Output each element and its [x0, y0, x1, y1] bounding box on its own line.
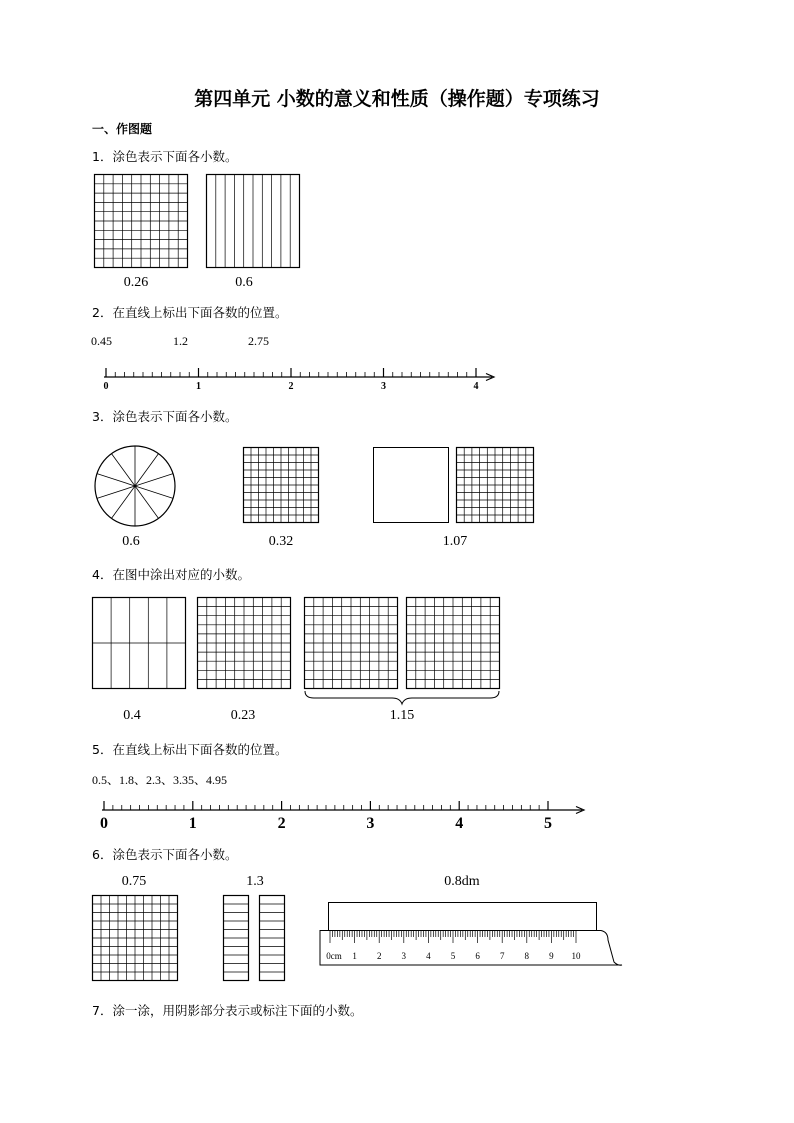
q3-label-0: 0.6: [122, 534, 140, 549]
q4-label-0: 0.4: [123, 708, 141, 723]
q3-label-1: 0.32: [268, 534, 294, 549]
q4-grid-100-b[interactable]: [406, 597, 500, 689]
q3-square-whole[interactable]: [373, 447, 449, 523]
q4-brace: [304, 690, 500, 706]
section-heading: 一、作图题: [92, 122, 153, 136]
q6-strip-a[interactable]: [223, 895, 249, 981]
tick-label-2: 2: [288, 381, 294, 392]
q4-label-2: 1.15: [389, 708, 415, 723]
question-6: 6．涂色表示下面各小数。: [92, 847, 238, 862]
ruler-label-1: 1: [352, 951, 357, 961]
q3-circle-10[interactable]: [93, 444, 177, 528]
q5-numbers: 0.5、1.8、2.3、3.35、4.95: [92, 773, 228, 787]
q6-label-0: 0.75: [121, 874, 147, 889]
q6-ruler[interactable]: [318, 902, 628, 968]
q3-grid-100[interactable]: [243, 447, 319, 523]
q1-label-0: 0.26: [123, 275, 149, 290]
q6-label-1: 1.3: [246, 874, 264, 889]
page-title: 第四单元 小数的意义和性质（操作题）专项练习: [194, 88, 600, 110]
tick-label-4: 4: [455, 815, 464, 832]
ruler-label-9: 9: [549, 951, 554, 961]
question-3: 3．涂色表示下面各小数。: [92, 409, 238, 424]
question-5: 5．在直线上标出下面各数的位置。: [92, 742, 288, 757]
ruler-label-7: 7: [499, 951, 505, 961]
question-1: 1．涂色表示下面各小数。: [92, 149, 238, 164]
ruler-label-6: 6: [475, 951, 480, 961]
q2-number-0: 0.45: [91, 334, 112, 348]
tick-label-3: 3: [366, 815, 375, 832]
ruler-label-5: 5: [450, 951, 456, 961]
ruler-label-10: 10: [571, 951, 581, 961]
question-7: 7．涂一涂，用阴影部分表示或标注下面的小数。: [92, 1003, 363, 1018]
q3-label-2: 1.07: [442, 534, 468, 549]
q3-grid-100-b[interactable]: [456, 447, 534, 523]
ruler-label-0cm: 0cm: [326, 951, 342, 961]
question-2: 2．在直线上标出下面各数的位置。: [92, 305, 288, 320]
q2-number-2: 2.75: [248, 334, 269, 348]
q6-strip-b[interactable]: [259, 895, 285, 981]
ruler-label-4: 4: [426, 951, 431, 961]
ruler-label-2: 2: [376, 951, 382, 961]
tick-label-5: 5: [544, 815, 552, 832]
tick-label-4: 4: [473, 381, 479, 392]
q4-rect-10[interactable]: [92, 597, 186, 689]
ruler-label-3: 3: [401, 951, 407, 961]
tick-label-1: 1: [188, 815, 197, 832]
q5-number-line[interactable]: [92, 798, 592, 832]
tick-label-2: 2: [277, 815, 286, 832]
q6-grid-100[interactable]: [92, 895, 178, 981]
ruler-label-8: 8: [524, 951, 530, 961]
q6-label-2: 0.8dm: [444, 874, 480, 889]
q1-grid-100[interactable]: [94, 174, 188, 268]
question-4: 4．在图中涂出对应的小数。: [92, 567, 250, 582]
tick-label-0: 0: [100, 815, 108, 832]
q1-strips-10[interactable]: [206, 174, 300, 268]
q4-grid-100[interactable]: [197, 597, 291, 689]
tick-label-3: 3: [381, 381, 386, 392]
q4-grid-100-a[interactable]: [304, 597, 398, 689]
q4-label-1: 0.23: [230, 708, 256, 723]
q2-number-1: 1.2: [173, 334, 188, 348]
tick-label-0: 0: [103, 381, 109, 392]
tick-label-1: 1: [196, 381, 201, 392]
q1-label-1: 0.6: [235, 275, 253, 290]
q2-number-line[interactable]: [90, 355, 490, 400]
